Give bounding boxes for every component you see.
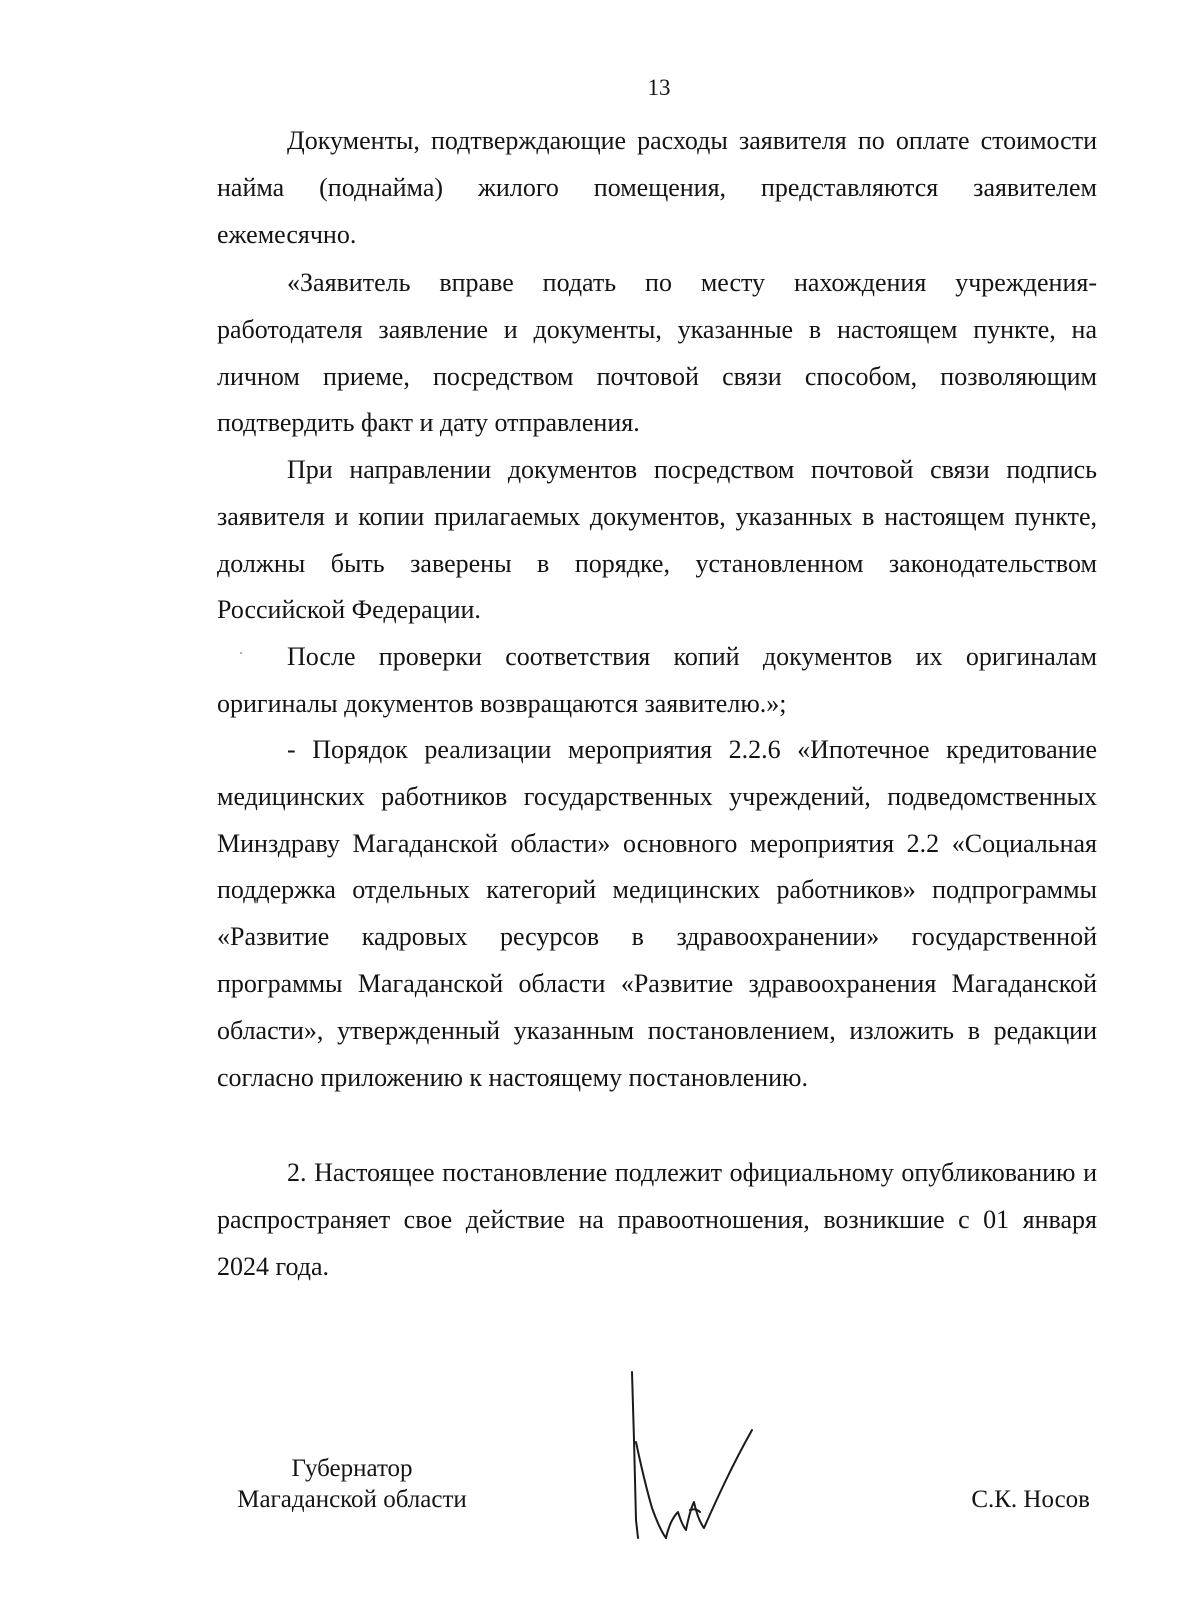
handwritten-signature (630, 1370, 790, 1550)
paragraph-5: - Порядок реализации мероприятия 2.2.6 «Ипотечное кредитование медицинских работников государственных учреждений, подведомственных Минздраву Магаданской области» основного мероприятия 2.2 «Социальная поддержка отдельных категорий медицинских работников» подпрограммы «Развитие кадровых ресурсов в здравоохранении» государственной программы Магаданской области «Развитие здравоохранения Магаданской области», утвержденный указанным постановлением, изложить в редакции согласно приложению к настоящему постановлению. (217, 735, 1097, 1092)
paragraph-4: После проверки соответствия копий документов их оригиналам оригиналы документов возвращаются заявителю.»; (217, 642, 1097, 718)
signatory-position (218, 1453, 486, 1515)
paragraph-6: 2. Настоящее постановление подлежит официальному опубликованию и распространяет свое действие на правоотношения, возникшие с 01 января 2024 года. (217, 1158, 1097, 1281)
page-number: 13 (647, 75, 671, 100)
paragraph-1: Документы, подтверждающие расходы заявителя по оплате стоимости найма (поднайма) жилого помещения, представляются заявителем ежемесячно. (217, 126, 1097, 249)
paragraph-3: При направлении документов посредством почтовой связи подпись заявителя и копии прилагаемых документов, указанных в настоящем пункте, должны быть заверены в порядке, установленном законодательством Российской Федерации. (217, 455, 1097, 625)
signatory-name: С.К. Носов (971, 1486, 1090, 1513)
signatory-position-line1: Губернатор (291, 1455, 413, 1482)
scan-speck (240, 652, 242, 654)
signatory-position-line2: Магаданской области (237, 1486, 467, 1513)
paragraph-2: «Заявитель вправе подать по месту нахождения учреждения-работодателя заявление и документы, указанные в настоящем пункте, на личном приеме, посредством почтовой связи способом, позволяющим подтвердить факт и дату отправления. (217, 268, 1097, 438)
